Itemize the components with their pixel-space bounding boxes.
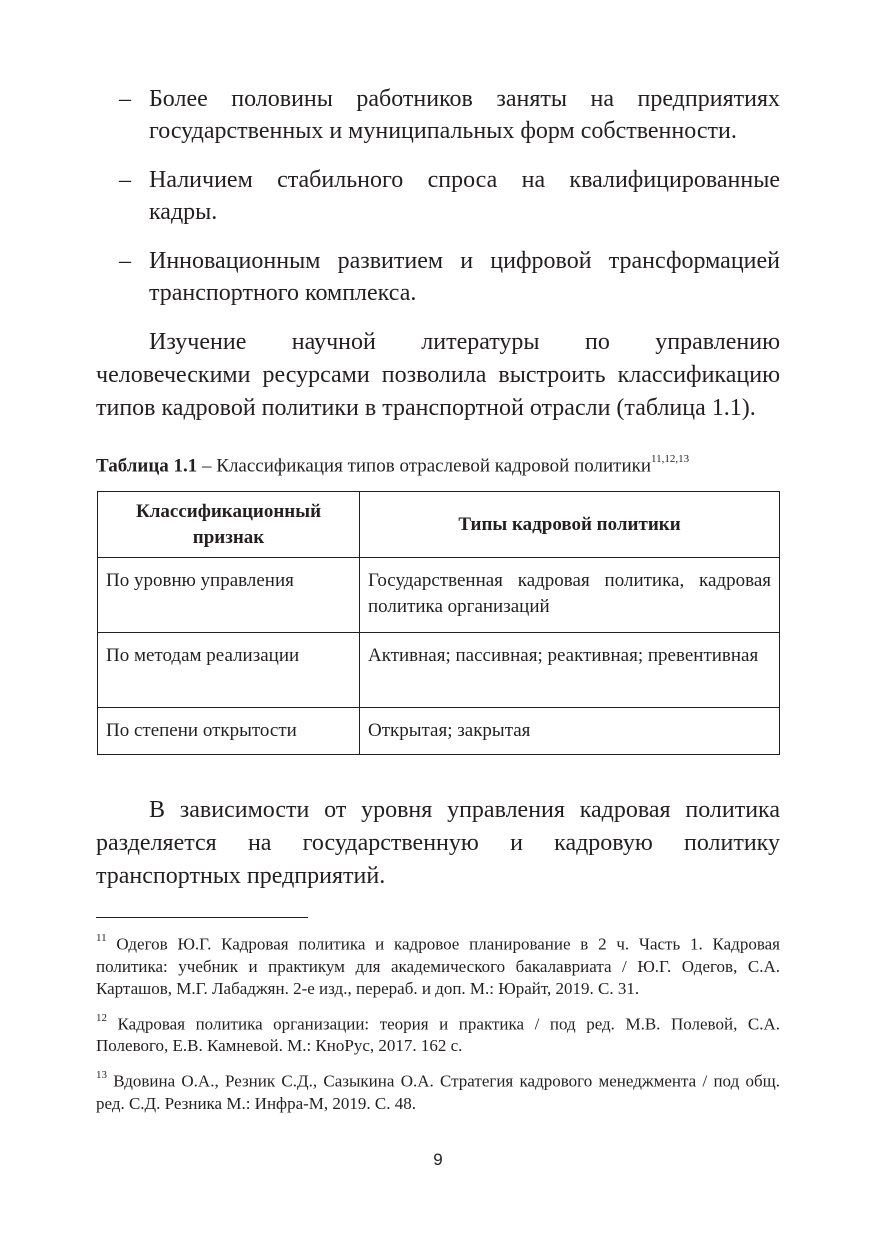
table-header-row — [98, 492, 780, 558]
table-cell: Государственная кадровая политика, кадровая политика организаций — [360, 558, 780, 633]
footnote-separator — [96, 917, 308, 918]
footnote — [96, 929, 780, 1000]
list-item — [96, 245, 780, 309]
table-header-cell: Типы кадровой политики — [360, 492, 780, 558]
bullet-text: Инновационным развитием и цифровой трансформацией транспортного комплекса. — [149, 248, 780, 306]
table-row — [98, 558, 780, 633]
footnote-number: 13 — [96, 1069, 107, 1082]
footnote-text: Одегов Ю.Г. Кадровая политика и кадровое планирование в 2 ч. Часть 1. Кадровая политика: учебник и практикум для академического бакалавриата / Ю.Г. Одегов, С.А. Карташов, М.Г. Лабаджян. 2-е изд., перераб. и доп. М.: Юрайт, 2019. С. 31. — [96, 934, 780, 998]
bullet-list — [96, 83, 780, 326]
body-paragraph: Изучение научной литературы по управлению человеческими ресурсами позволила выстроить классификацию типов кадровой политики в транспортной отрасли (таблица 1.1). — [96, 329, 780, 421]
table-cell: Активная; пассивная; реактивная; превентивная — [360, 633, 780, 708]
table-cell: По степени открытости — [98, 708, 360, 755]
table-caption-footnote-refs: 11,12,13 — [651, 453, 690, 465]
table-cell: По методам реализации — [98, 633, 360, 708]
bullet-text: Наличием стабильного спроса на квалифицированные кадры. — [149, 167, 780, 225]
table-cell: По уровню управления — [98, 558, 360, 633]
table-row — [98, 633, 780, 708]
table-cell: Открытая; закрытая — [360, 708, 780, 755]
bullet-dash: – — [119, 86, 131, 112]
page-number: 9 — [433, 1150, 443, 1169]
footnote-text: Вдовина О.А., Резник С.Д., Сазыкина О.А. Стратегия кадрового менеджмента / под общ. ред. С.Д. Резника М.: Инфра-М, 2019. С. 48. — [96, 1071, 780, 1113]
footnotes — [96, 929, 780, 1124]
table-header-cell: Классификационный признак — [98, 492, 360, 558]
footnote-number: 11 — [96, 932, 107, 944]
footnote — [96, 1066, 780, 1115]
list-item — [96, 83, 780, 147]
bullet-dash: – — [119, 167, 131, 193]
footnote — [96, 1009, 780, 1058]
table-caption — [96, 449, 786, 478]
table-row — [98, 708, 780, 755]
body-paragraph: В зависимости от уровня управления кадровая политика разделяется на государственную и кадровую политику транспортных предприятий. — [96, 797, 780, 889]
footnote-text: Кадровая политика организации: теория и практика / под ред. М.В. Полевой, С.А. Полевого, Е.В. Камневой. М.: КноРус, 2017. 162 с. — [96, 1014, 780, 1056]
classification-table — [97, 491, 780, 755]
list-item — [96, 164, 780, 228]
table-caption-number: Таблица 1.1 — [96, 455, 198, 477]
bullet-text: Более половины работников заняты на предприятиях государственных и муниципальных форм собственности. — [149, 86, 780, 144]
table-caption-text: – Классификация типов отраслевой кадровой политики — [197, 455, 652, 477]
bullet-dash: – — [119, 248, 131, 274]
footnote-number: 12 — [96, 1011, 107, 1024]
